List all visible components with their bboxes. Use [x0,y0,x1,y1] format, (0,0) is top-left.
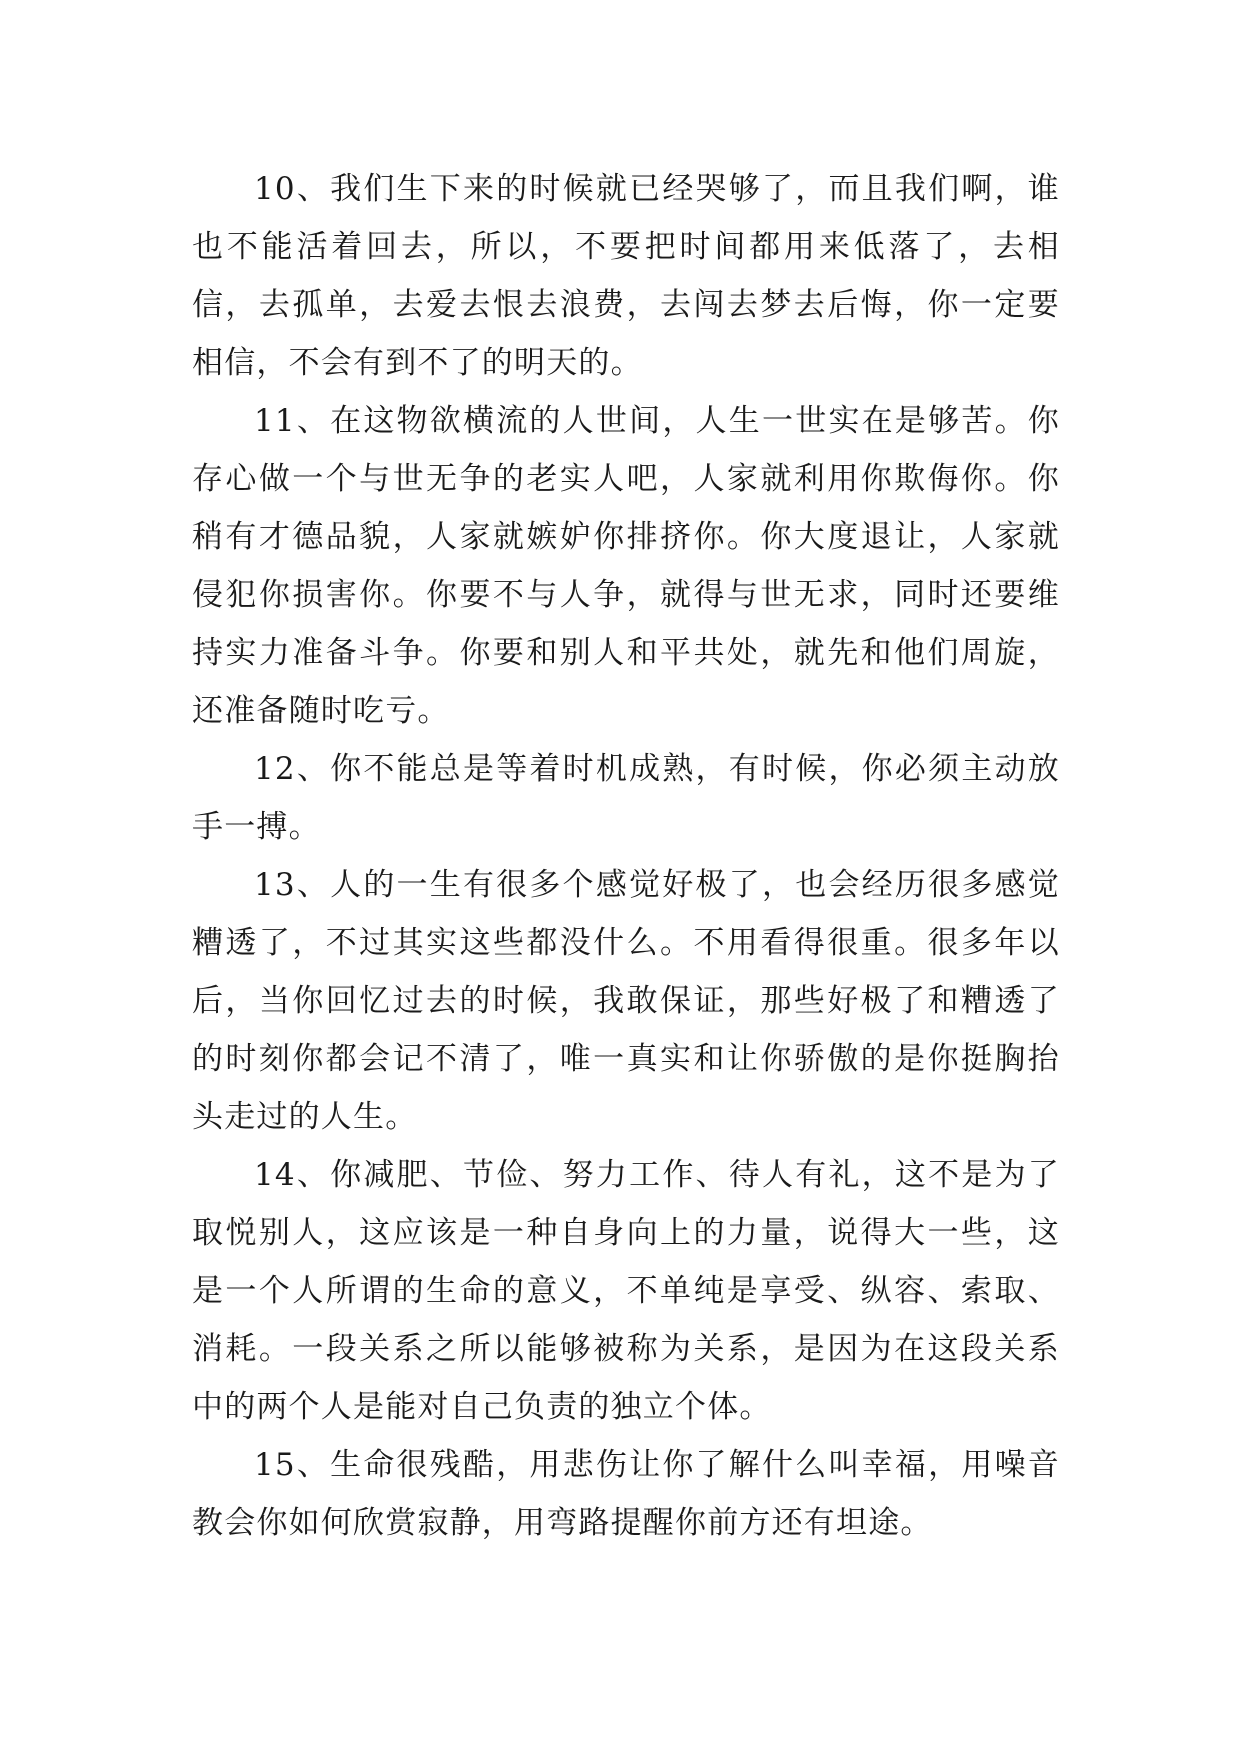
document-body [192,160,1060,1552]
paragraph-15: 15、生命很残酷，用悲伤让你了解什么叫幸福，用噪音教会你如何欣赏寂静，用弯路提醒你前方还有坦途。 [192,1447,1060,1541]
paragraph-10: 10、我们生下来的时候就已经哭够了，而且我们啊，谁也不能活着回去，所以，不要把时间都用来低落了，去相信，去孤单，去爱去恨去浪费，去闯去梦去后悔，你一定要相信，不会有到不了的明天的。 [192,171,1060,381]
paragraph-12: 12、你不能总是等着时机成熟，有时候，你必须主动放手一搏。 [192,751,1060,845]
paragraph-11: 11、在这物欲横流的人世间，人生一世实在是够苦。你存心做一个与世无争的老实人吧，人家就利用你欺侮你。你稍有才德品貌，人家就嫉妒你排挤你。你大度退让，人家就侵犯你损害你。你要不与人争，就得与世无求，同时还要维持实力准备斗争。你要和别人和平共处，就先和他们周旋，还准备随时吃亏。 [192,403,1060,729]
paragraph-14: 14、你减肥、节俭、努力工作、待人有礼，这不是为了取悦别人，这应该是一种自身向上的力量，说得大一些，这是一个人所谓的生命的意义，不单纯是享受、纵容、索取、消耗。一段关系之所以能够被称为关系，是因为在这段关系中的两个人是能对自己负责的独立个体。 [192,1157,1060,1425]
paragraph-13: 13、人的一生有很多个感觉好极了，也会经历很多感觉糟透了，不过其实这些都没什么。不用看得很重。很多年以后，当你回忆过去的时候，我敢保证，那些好极了和糟透了的时刻你都会记不清了，唯一真实和让你骄傲的是你挺胸抬头走过的人生。 [192,867,1060,1135]
